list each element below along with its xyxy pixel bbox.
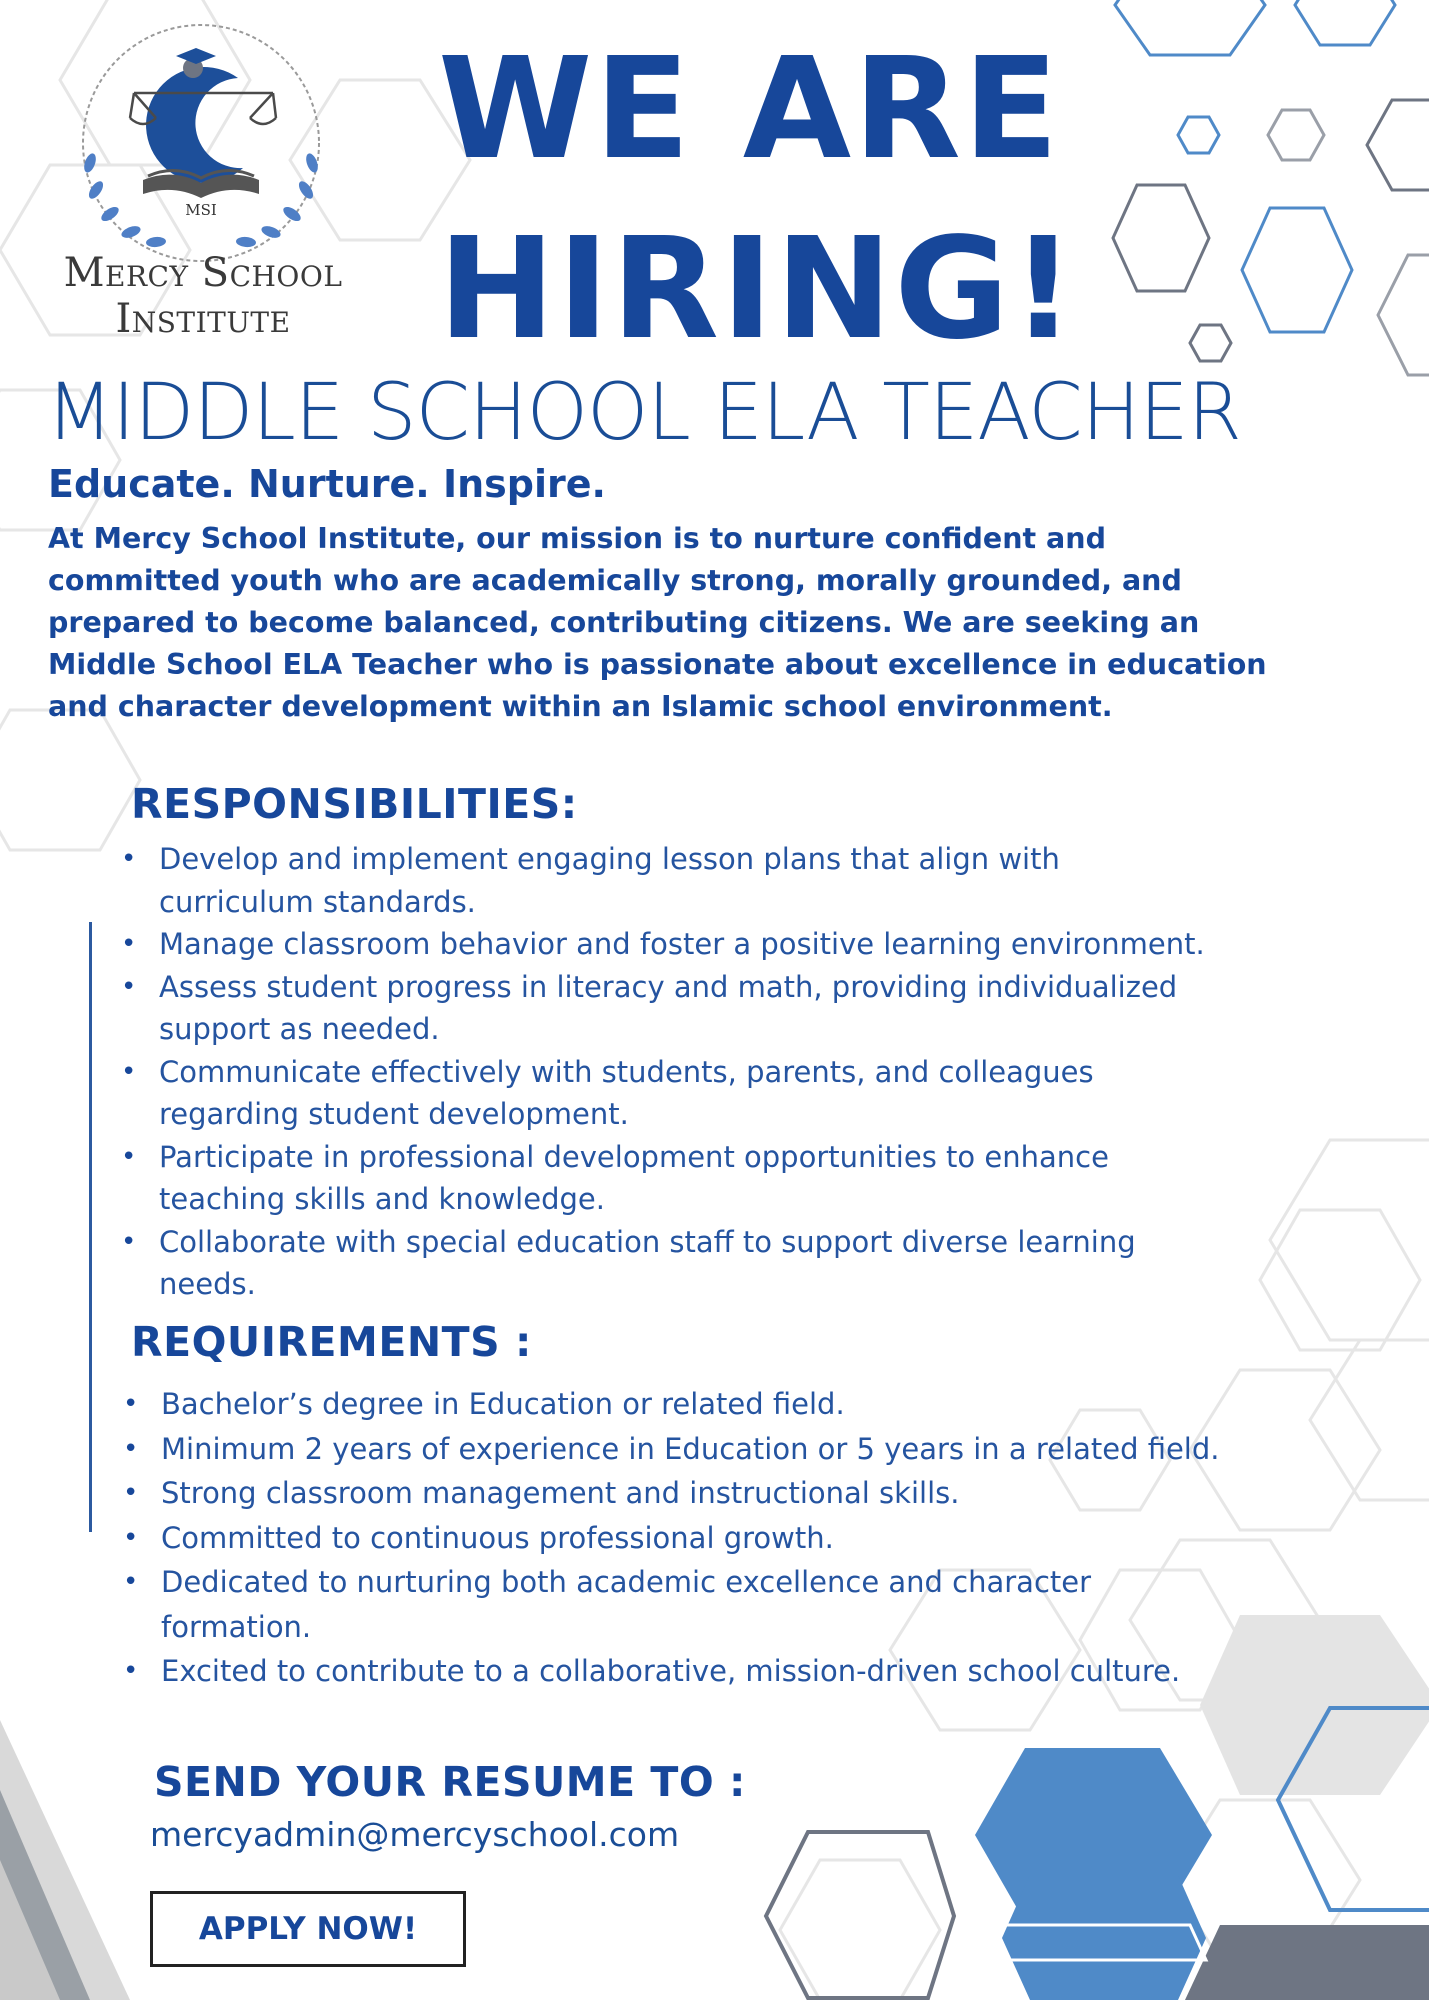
list-item: • Communicate effectively with students, parents, and colleagues regarding student development. xyxy=(159,1051,1389,1136)
logo-monogram: MSI xyxy=(185,201,217,219)
scales-book-laurel-icon xyxy=(38,18,368,268)
list-item: • Collaborate with special education staff to support diverse learning needs. xyxy=(159,1221,1389,1306)
intro-line: Middle School ELA Teacher who is passionate about excellence in education xyxy=(48,648,1267,681)
school-logo xyxy=(38,18,368,348)
responsibilities-heading: RESPONSIBILITIES: xyxy=(131,780,578,828)
list-item: • Dedicated to nurturing both academic excellence and character formation. xyxy=(161,1560,1411,1649)
tagline: Educate. Nurture. Inspire. xyxy=(48,462,606,506)
list-item: • Develop and implement engaging lesson plans that align with curriculum standards. xyxy=(159,838,1389,923)
requirements-list xyxy=(161,1382,1411,1694)
intro-line: prepared to become balanced, contributing citizens. We are seeking an xyxy=(48,606,1200,639)
list-item: • Assess student progress in literacy and math, providing individualized support as needed. xyxy=(159,966,1389,1051)
accent-divider xyxy=(89,922,92,1532)
send-resume-heading: SEND YOUR RESUME TO : xyxy=(154,1758,746,1806)
list-item: • Minimum 2 years of experience in Education or 5 years in a related field. xyxy=(161,1427,1411,1472)
logo-name-line2: Institute xyxy=(115,296,291,342)
list-item: • Committed to continuous professional growth. xyxy=(161,1516,1411,1561)
intro-line: committed youth who are academically strong, morally grounded, and xyxy=(48,564,1182,597)
headline-line1: WE ARE xyxy=(438,28,1061,191)
contact-email-link[interactable]: mercyadmin@mercyschool.com xyxy=(150,1815,680,1854)
list-item: • Bachelor’s degree in Education or related field. xyxy=(161,1382,1411,1427)
list-item: • Strong classroom management and instructional skills. xyxy=(161,1471,1411,1516)
list-item: • Participate in professional development opportunities to enhance teaching skills and knowledge. xyxy=(159,1136,1389,1221)
list-item: • Manage classroom behavior and foster a positive learning environment. xyxy=(159,923,1389,966)
headline-line2: HIRING! xyxy=(438,208,1078,371)
requirements-heading: REQUIREMENTS : xyxy=(131,1318,532,1366)
apply-now-button[interactable]: APPLY NOW! xyxy=(150,1891,466,1967)
job-title: MIDDLE SCHOOL ELA TEACHER xyxy=(46,368,1241,458)
logo-name-line1: Mercy School xyxy=(63,250,343,296)
intro-line: and character development within an Islamic school environment. xyxy=(48,690,1113,723)
intro-paragraph xyxy=(48,518,1368,728)
list-item: • Excited to contribute to a collaborative, mission-driven school culture. xyxy=(161,1649,1411,1694)
intro-line: At Mercy School Institute, our mission is to nurture confident and xyxy=(48,522,1106,555)
responsibilities-list xyxy=(159,838,1389,1306)
